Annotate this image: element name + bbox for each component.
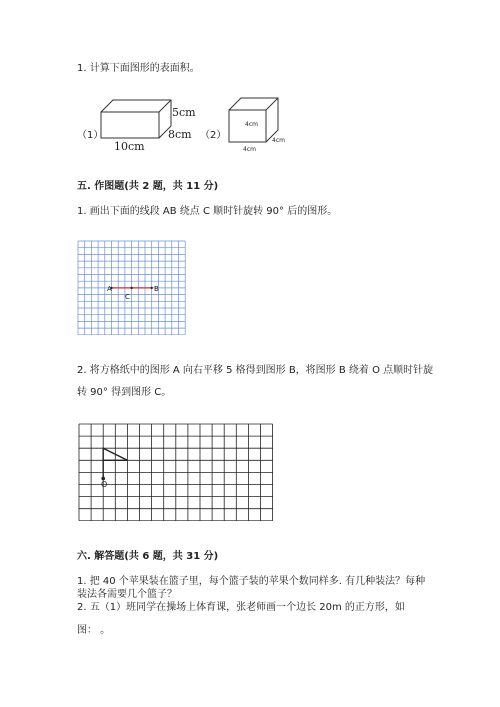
square-grid [78,423,274,521]
section-6-question-1-line-1: 1. 把 40 个苹果装在篮子里，每个篮子装的苹果个数同样多. 有几种装法？每种 [77,576,426,587]
figure-1-index: （1） [77,130,104,141]
section-5-question-2-line-2: 转 90° 得到图形 C。 [77,387,172,398]
cube-bottom-label: 4cm [243,146,256,153]
figure-2-index: （2） [200,130,227,141]
section-6-question-2-line-1: 2. 五（1）班同学在操场上体育课，张老师画一个边长 20m 的正方形，如 [77,602,405,613]
point-b-label: B [154,285,159,293]
question-1-text: 1. 计算下面图形的表面积。 [77,63,200,74]
point-a-label: A [107,285,112,293]
section-6-question-1-line-2: 装法各需要几个篮子？ [77,589,177,600]
section-5-title: 五. 作图题(共 2 题，共 11 分) [77,181,219,192]
cuboid-length-label: 10cm [114,140,145,153]
cuboid-width-label: 8cm [168,128,192,141]
cube-front-label: 4cm [245,121,258,128]
point-c-label: C [125,293,130,301]
point-c-dot [130,287,132,289]
point-b-dot [151,287,153,289]
point-o-label: O [101,480,108,489]
section-6-question-2-line-2: 图： 。 [77,625,111,636]
graph-paper-grid [77,240,187,335]
cube-right-label: 4cm [272,137,285,144]
section-5-question-1: 1. 画出下面的线段 AB 绕点 C 顺时针旋转 90° 后的图形。 [77,206,338,217]
section-6-title: 六. 解答题(共 6 题，共 31 分) [77,551,219,562]
section-5-question-2-line-1: 2. 将方格纸中的图形 A 向右平移 5 格得到图形 B，将图形 B 绕着 O 点顺时针旋 [77,365,434,376]
cuboid-height-label: 5cm [172,106,196,119]
